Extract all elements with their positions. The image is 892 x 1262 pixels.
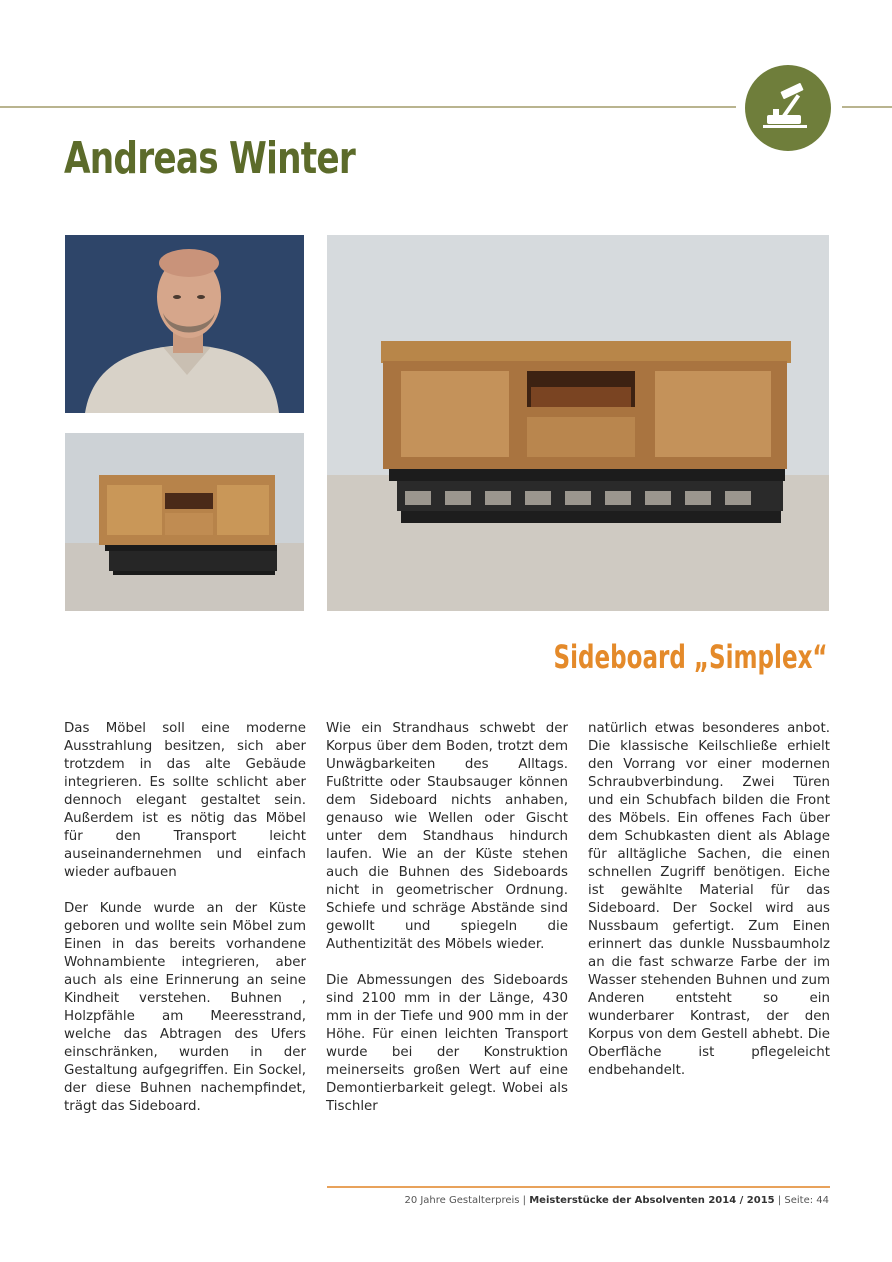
project-title: Sideboard „Simplex“ <box>553 638 828 676</box>
paragraph: Wie ein Strandhaus schwebt der Korpus über dem Boden, trotzt dem Unwägbarkeiten des Alltags. Fußtritte oder Staubsauger können dem Sideboard nichts anhaben, genauso wie Wellen oder Gischt unter dem Standhaus hindurch laufen. Wie an der Küste stehen auch die Buhnen des Sideboards nicht in geometrischer Ordnung. Schiefe und schräge Abstände sind gewollt und spiegeln die Authentizität des Möbels wieder. <box>326 721 568 952</box>
paragraph: Das Möbel soll eine moderne Ausstrahlung besitzen, sich aber trotzdem in das alte Gebäude integrieren. Es sollte schlicht aber dennoch elegant gestaltet sein. Außerdem ist es nötig das Möbel für den Transport leicht auseinandernehmen und einfach wieder aufbauen <box>64 721 306 880</box>
section-badge <box>745 65 831 151</box>
page-footer <box>404 1195 829 1206</box>
sideboard-photo-large <box>327 235 829 611</box>
text-column-3 <box>588 720 830 1098</box>
footer-publication: Meisterstücke der Absolventen 2014 / 2015 <box>529 1195 775 1206</box>
author-name: Andreas Winter <box>64 133 356 184</box>
portrait-photo <box>65 235 304 413</box>
paragraph: Der Kunde wurde an der Küste geboren und wollte sein Möbel zum Einen in das bereits vorhandene Wohnambiente integrieren, aber auch als eine Erinnerung an seine Kindheit verstehen. Buhnen , Holzpfähle am Meeresstrand, welche das Abtragen des Ufers einschränken, wurden in der Gestaltung aufgegriffen. Ein Sockel, der diese Buhnen nachempfindet, trägt das Sideboard. <box>64 901 306 1114</box>
paragraph: natürlich etwas besonderes anbot. Die klassische Keilschließe erhielt den Vorrang vor einer modernen Schraubverbindung. Zwei Türen und ein Schubfach bilden die Front des Möbels. Ein offenes Fach über dem Schubkasten dient als Ablage für alltägliche Sachen, die einen schnellen Zugriff benötigen. Eiche ist gewählte Material für das Sideboard. Der Sockel wird aus Nussbaum gefertigt. Zum Einen erinnert das dunkle Nussbaumholz an die fast schwarze Farbe der im Wasser stehenden Buhnen und zum Anderen entsteht so ein wunderbarer Kontrast, der den Korpus von dem Gestell abhebt. Die Oberfläche ist pflegeleicht endbehandelt. <box>588 721 830 1078</box>
text-column-2 <box>326 720 568 1134</box>
top-rule-right <box>842 106 892 108</box>
footer-rule <box>327 1186 830 1188</box>
sideboard-photo-small <box>65 433 304 611</box>
text-column-1 <box>64 720 306 1134</box>
paragraph: Die Abmessungen des Sideboards sind 2100 mm in der Länge, 430 mm in der Tiefe und 900 mm in der Höhe. Für einen leichten Transport wurde bei der Konstruktion meinerseits großen Wert auf eine Demontierbarkeit gelegt. Wobei als Tischler <box>326 973 568 1114</box>
footer-prefix: 20 Jahre Gestalterpreis | <box>404 1195 530 1206</box>
carpenter-plane-hammer-icon <box>745 65 831 151</box>
top-rule-left <box>0 106 736 108</box>
footer-page-number: | Seite: 44 <box>774 1195 829 1206</box>
